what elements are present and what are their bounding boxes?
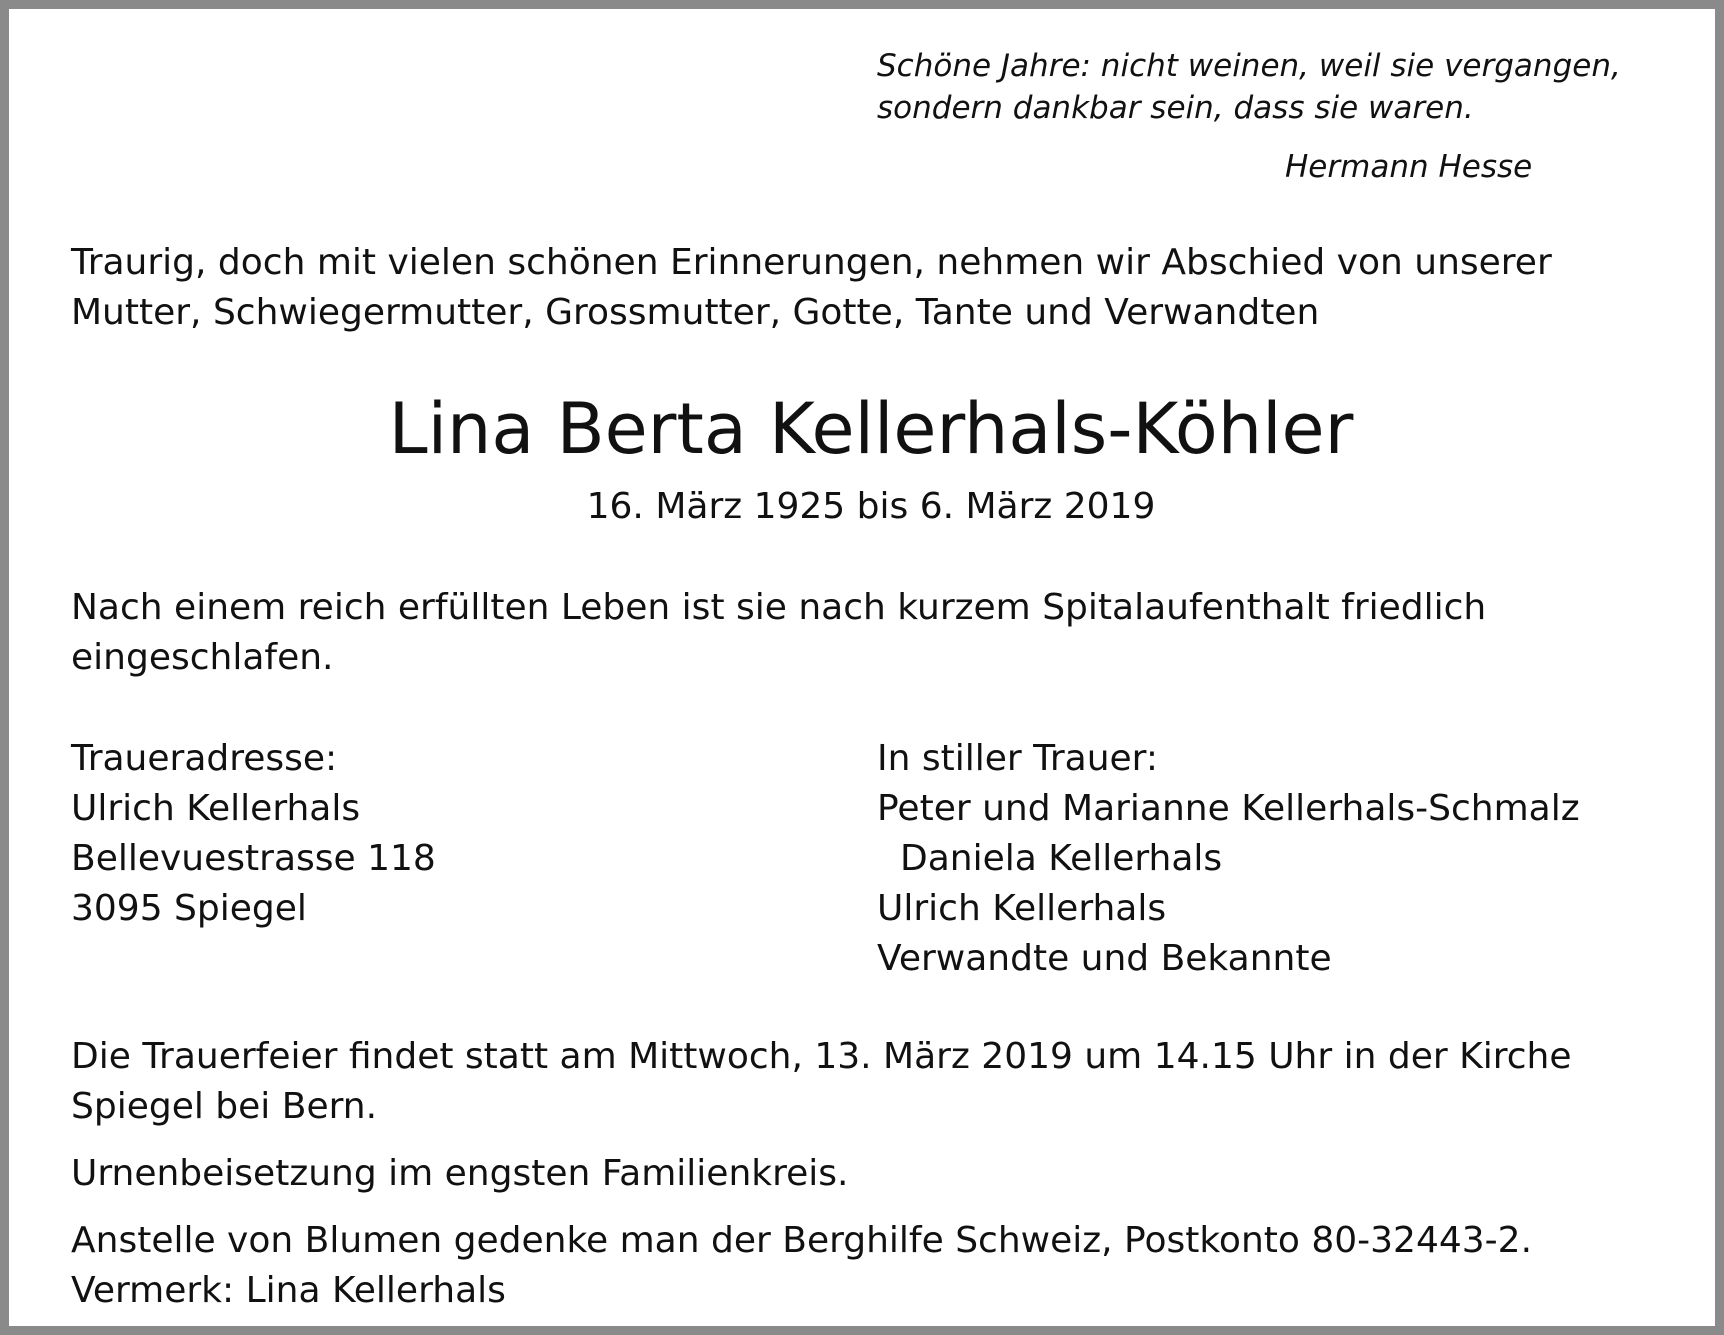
mourners-heading: In stiller Trauer: xyxy=(877,738,1158,779)
ceremony-line: Spiegel bei Bern. xyxy=(71,1086,378,1127)
donation-line: Vermerk: Lina Kellerhals xyxy=(71,1270,506,1311)
mourner-entry: Daniela Kellerhals xyxy=(900,838,1223,879)
address-name: Ulrich Kellerhals xyxy=(71,788,361,829)
intro-text xyxy=(71,238,1671,338)
address-street: Bellevuestrasse 118 xyxy=(71,838,436,879)
epigraph-quote xyxy=(877,45,1697,129)
address-city: 3095 Spiegel xyxy=(71,888,307,929)
passing-text xyxy=(71,583,1671,683)
urn-burial-info: Urnenbeisetzung im engsten Familienkreis. xyxy=(71,1153,849,1194)
donation-line: Anstelle von Blumen gedenke man der Berghilfe Schweiz, Postkonto 80-32443-2. xyxy=(71,1220,1533,1261)
donation-info xyxy=(71,1216,1671,1316)
address-heading: Traueradresse: xyxy=(71,738,338,779)
mourner-entry: Verwandte und Bekannte xyxy=(877,938,1332,979)
intro-line: Mutter, Schwiegermutter, Grossmutter, Gotte, Tante und Verwandten xyxy=(71,292,1320,333)
quote-author: Hermann Hesse xyxy=(1285,149,1533,185)
deceased-name: Lina Berta Kellerhals-Köhler xyxy=(388,388,1354,470)
life-dates: 16. März 1925 bis 6. März 2019 xyxy=(586,486,1156,527)
quote-line: Schöne Jahre: nicht weinen, weil sie vergangen, xyxy=(877,48,1621,84)
passing-line: Nach einem reich erfüllten Leben ist sie nach kurzem Spitalaufenthalt friedlich xyxy=(71,587,1487,628)
passing-line: eingeschlafen. xyxy=(71,637,334,678)
mourners-list xyxy=(877,734,1697,984)
quote-line: sondern dankbar sein, dass sie waren. xyxy=(877,90,1474,126)
ceremony-line: Die Trauerfeier findet statt am Mittwoch, 13. März 2019 um 14.15 Uhr in der Kirche xyxy=(71,1036,1572,1077)
mourner-entry: Ulrich Kellerhals xyxy=(877,888,1167,929)
intro-line: Traurig, doch mit vielen schönen Erinnerungen, nehmen wir Abschied von unserer xyxy=(71,242,1552,283)
mourner-entry: Peter und Marianne Kellerhals-Schmalz xyxy=(877,788,1580,829)
ceremony-info xyxy=(71,1032,1671,1132)
mourning-address xyxy=(71,734,831,934)
